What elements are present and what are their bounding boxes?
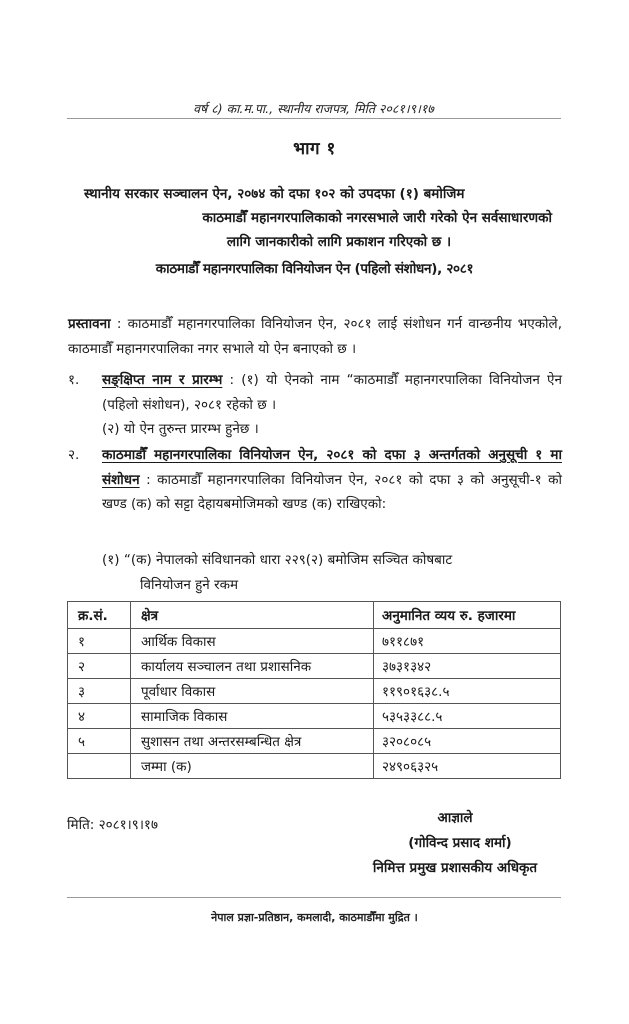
cell-serial: ५ xyxy=(68,729,131,754)
header-divider xyxy=(67,118,561,119)
section-text: काठमाडौँ महानगरपालिका विनियोजन ऐन, २०८१ को दफा ३ को अनुसूची-१ को खण्ड (क) को सट्टा देहायबमोजिमको खण्ड (क) राखिएको: xyxy=(102,471,562,512)
allocation-table xyxy=(67,601,561,779)
section-number: २. xyxy=(68,447,80,463)
clause-line-2: विनियोजन हुने रकम xyxy=(140,576,239,593)
cell-sector: कार्यालय सञ्चालन तथा प्रशासनिक xyxy=(131,654,374,679)
section-text: (१) यो ऐनको नाम “काठमाडौँ महानगरपालिका विनियोजन ऐन (पहिलो संशोधन), २०८१ रहेको छ । xyxy=(102,372,562,413)
cell-total-label: जम्मा (क) xyxy=(131,754,374,779)
cell-serial xyxy=(68,754,131,779)
cell-sector: सामाजिक विकास xyxy=(131,704,374,729)
notice-line-2: काठमाडौँ महानगरपालिकाको नगरसभाले जारी गरेको ऐन सर्वसाधारणको xyxy=(202,210,552,226)
cell-serial: २ xyxy=(68,654,131,679)
section-separator: : xyxy=(222,372,242,388)
cell-serial: ४ xyxy=(68,704,131,729)
preamble xyxy=(68,312,562,361)
section-1 xyxy=(68,368,562,442)
cell-amount: ५३५३३८८.५ xyxy=(374,704,561,729)
cell-amount: ३७३१३४२ xyxy=(374,654,561,679)
preamble-text: काठमाडौँ महानगरपालिका विनियोजन ऐन, २०८१ लाई संशोधन गर्न वान्छनीय भएकोले, काठमाडौँ महानगरपालिका नगर सभाले यो ऐन बनाएको छ । xyxy=(68,316,562,357)
cell-amount: ११९०१६३८.५ xyxy=(374,679,561,704)
header-sector: क्षेत्र xyxy=(131,602,374,629)
section-number: १. xyxy=(68,372,80,388)
preamble-separator: : xyxy=(110,316,128,332)
section-heading: काठमाडौँ महानगरपालिका विनियोजन ऐन, २०८१ को दफा ३ अन्तर्गतको अनुसूची १ मा संशोधन xyxy=(102,447,562,488)
header-estimated-expense: अनुमानित व्यय रु. हजारमा xyxy=(374,602,561,629)
signature-order: आज्ञाले xyxy=(437,810,473,826)
table-row xyxy=(68,704,561,729)
section-subclause: (२) यो ऐन तुरुन्त प्रारम्भ हुनेछ । xyxy=(102,421,259,437)
cell-amount: ७११८७१ xyxy=(374,629,561,654)
act-title: काठमाडौँ महानगरपालिका विनियोजन ऐन (पहिलो संशोधन), २०८१ xyxy=(155,261,474,277)
table-total-row xyxy=(68,754,561,779)
cell-serial: ३ xyxy=(68,679,131,704)
section-separator: : xyxy=(139,471,158,488)
notice-line-3: लागि जानकारीको लागि प्रकाशन गरिएको छ । xyxy=(226,234,452,250)
section-2 xyxy=(68,443,562,517)
issue-date: मिति: २०८१।९।१७ xyxy=(67,817,158,833)
signatory-name: (गोविन्द प्रसाद शर्मा) xyxy=(408,835,512,851)
table-row xyxy=(68,654,561,679)
cell-serial: १ xyxy=(68,629,131,654)
clause-line-1: (१) “(क) नेपालको संविधानको धारा २२९(२) बमोजिम सञ्चित कोषबाट xyxy=(102,552,453,568)
cell-sector: सुशासन तथा अन्तरसम्बन्धित क्षेत्र xyxy=(131,729,374,754)
section-content xyxy=(102,368,562,442)
table-row xyxy=(68,629,561,654)
section-content xyxy=(102,443,562,517)
table-row xyxy=(68,679,561,704)
publication-notice xyxy=(84,182,554,254)
table-header-row xyxy=(68,602,561,629)
preamble-label: प्रस्तावना xyxy=(68,316,111,332)
signature-block xyxy=(330,806,580,881)
cell-sector: आर्थिक विकास xyxy=(131,629,374,654)
section-heading: सङ्क्षिप्त नाम र प्रारम्भ xyxy=(102,372,223,388)
running-head: वर्ष ८) का.म.पा., स्थानीय राजपत्र, मिति २०८१।९।१७ xyxy=(193,101,434,116)
printer-footer: नेपाल प्रज्ञा-प्रतिष्ठान, कमलादी, काठमाडौँमा मुद्रित । xyxy=(211,911,418,924)
notice-line-1: स्थानीय सरकार सञ्चालन ऐन, २०७४ को दफा १०२ को उपदफा (१) बमोजिम xyxy=(84,186,465,202)
part-title: भाग १ xyxy=(293,139,336,159)
cell-total-amount: २४९०६३२५ xyxy=(374,754,561,779)
footer-divider xyxy=(67,897,561,898)
signatory-title: निमित्त प्रमुख प्रशासकीय अधिकृत xyxy=(372,860,538,876)
cell-amount: ३२०८०८५ xyxy=(374,729,561,754)
cell-sector: पूर्वाधार विकास xyxy=(131,679,374,704)
clause-1 xyxy=(102,548,562,597)
header-serial: क्र.सं. xyxy=(68,602,131,629)
table-row xyxy=(68,729,561,754)
